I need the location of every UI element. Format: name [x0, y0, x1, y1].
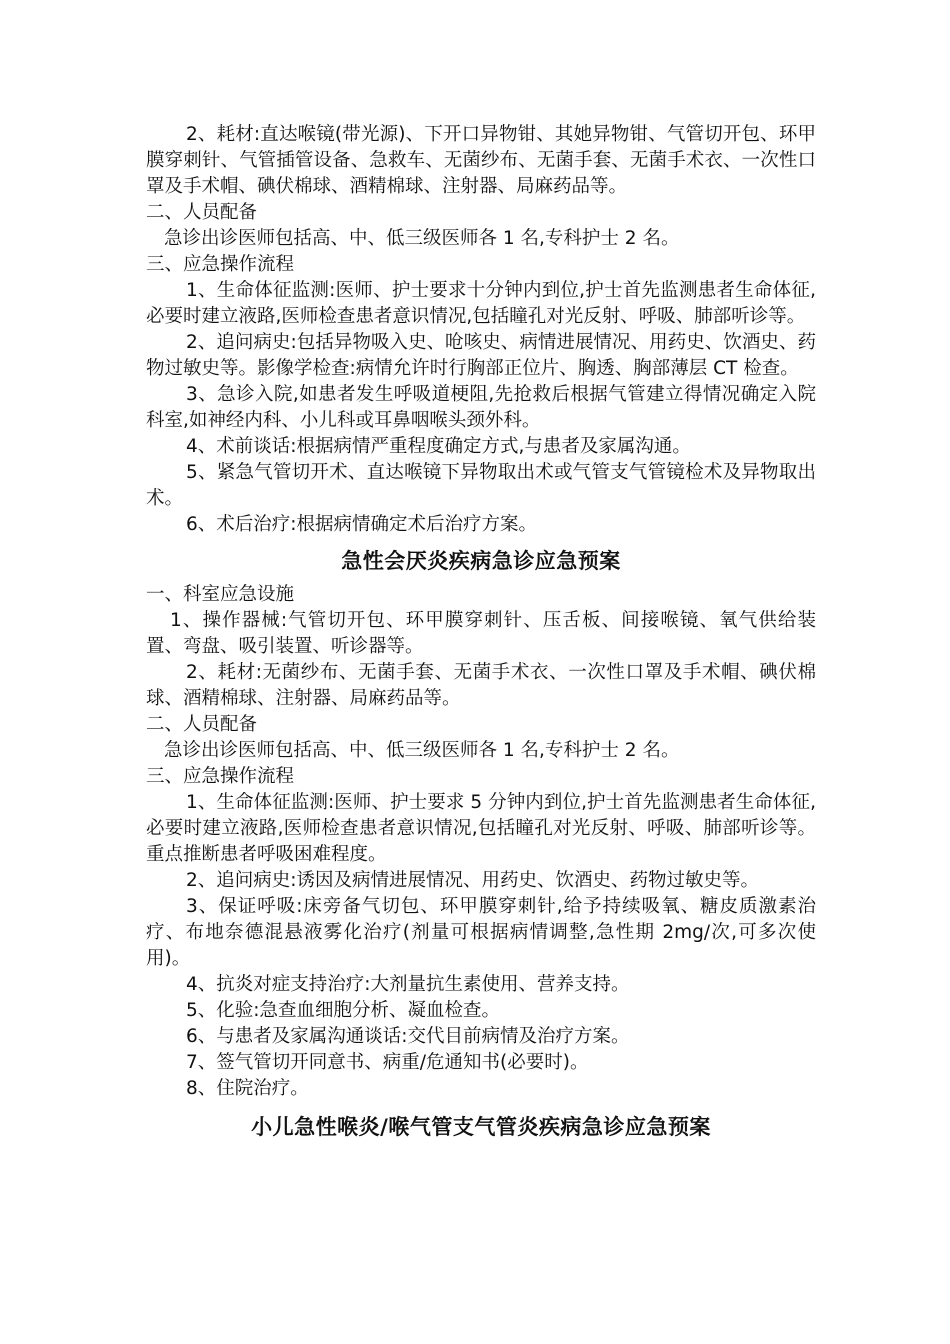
foreign-body-procedure-heading: 三、应急操作流程: [146, 254, 295, 275]
pediatric-laryngitis-section-title: 小儿急性喉炎/喉气管支气管炎疾病急诊应急预案: [251, 1115, 711, 1139]
epiglottitis-step-1: 1、生命体征监测:医师、护士要求 5 分钟内到位,护士首先监测患者生命体征,必要时建立液路,医师检查患者意识情况,包括瞳孔对光反射、呼吸、肺部听诊等。重点推断患者呼吸困难程度。: [146, 792, 816, 865]
foreign-body-step-6: 6、术后治疗:根据病情确定术后治疗方案。: [186, 514, 538, 535]
epiglottitis-step-5: 5、化验:急查血细胞分析、凝血检查。: [186, 1000, 501, 1021]
epiglottitis-materials-item: 2、耗材:无菌纱布、无菌手套、无菌手术衣、一次性口罩及手术帽、碘伏棉球、酒精棉球、注射器、局麻药品等。: [146, 662, 816, 709]
foreign-body-step-4: 4、术前谈话:根据病情严重程度确定方式,与患者及家属沟通。: [186, 436, 691, 457]
epiglottitis-step-4: 4、抗炎对症支持治疗:大剂量抗生素使用、营养支持。: [186, 974, 630, 995]
foreign-body-staff-heading: 二、人员配备: [146, 202, 258, 223]
foreign-body-step-2: 2、追问病史:包括异物吸入史、呛咳史、病情进展情况、用药史、饮酒史、药物过敏史等。影像学检查:病情允许时行胸部正位片、胸透、胸部薄层 CT 检查。: [146, 332, 816, 379]
epiglottitis-step-7: 7、签气管切开同意书、病重/危通知书(必要时)。: [186, 1052, 589, 1073]
epiglottitis-facilities-heading: 一、科室应急设施: [146, 584, 295, 605]
foreign-body-materials-item: 2、耗材:直达喉镜(带光源)、下开口异物钳、其她异物钳、气管切开包、环甲膜穿刺针、气管插管设备、急救车、无菌纱布、无菌手套、无菌手术衣、一次性口罩及手术帽、碘伏棉球、酒精棉球、注射器、局麻药品等。: [146, 124, 816, 197]
epiglottitis-step-8: 8、住院治疗。: [186, 1078, 309, 1099]
foreign-body-step-1: 1、生命体征监测:医师、护士要求十分钟内到位,护士首先监测患者生命体征,必要时建立液路,医师检查患者意识情况,包括瞳孔对光反射、呼吸、肺部听诊等。: [146, 280, 816, 327]
foreign-body-step-3: 3、急诊入院,如患者发生呼吸道梗阻,先抢救后根据气管建立得情况确定入院科室,如神经内科、小儿科或耳鼻咽喉头颈外科。: [146, 384, 816, 431]
epiglottitis-step-2: 2、追问病史:诱因及病情进展情况、用药史、饮酒史、药物过敏史等。: [186, 870, 760, 891]
epiglottitis-step-3: 3、保证呼吸:床旁备气切包、环甲膜穿刺针,给予持续吸氧、糖皮质激素治疗、布地奈德混悬液雾化治疗(剂量可根据病情调整,急性期 2mg/次,可多次使用)。: [146, 896, 816, 969]
epiglottitis-staff-text: 急诊出诊医师包括高、中、低三级医师各 1 名,专科护士 2 名。: [164, 740, 680, 761]
document-body: [146, 122, 816, 1142]
epiglottitis-procedure-heading: 三、应急操作流程: [146, 766, 295, 787]
epiglottitis-section-title: 急性会厌炎疾病急诊应急预案: [341, 549, 621, 573]
epiglottitis-instruments-item: 1、操作器械:气管切开包、环甲膜穿刺针、压舌板、间接喉镜、氧气供给装置、弯盘、吸引装置、听诊器等。: [146, 610, 816, 657]
foreign-body-step-5: 5、紧急气管切开术、直达喉镜下异物取出术或气管支气管镜检术及异物取出术。: [146, 462, 816, 509]
foreign-body-staff-text: 急诊出诊医师包括高、中、低三级医师各 1 名,专科护士 2 名。: [164, 228, 680, 249]
epiglottitis-staff-heading: 二、人员配备: [146, 714, 258, 735]
epiglottitis-step-6: 6、与患者及家属沟通谈话:交代目前病情及治疗方案。: [186, 1026, 630, 1047]
